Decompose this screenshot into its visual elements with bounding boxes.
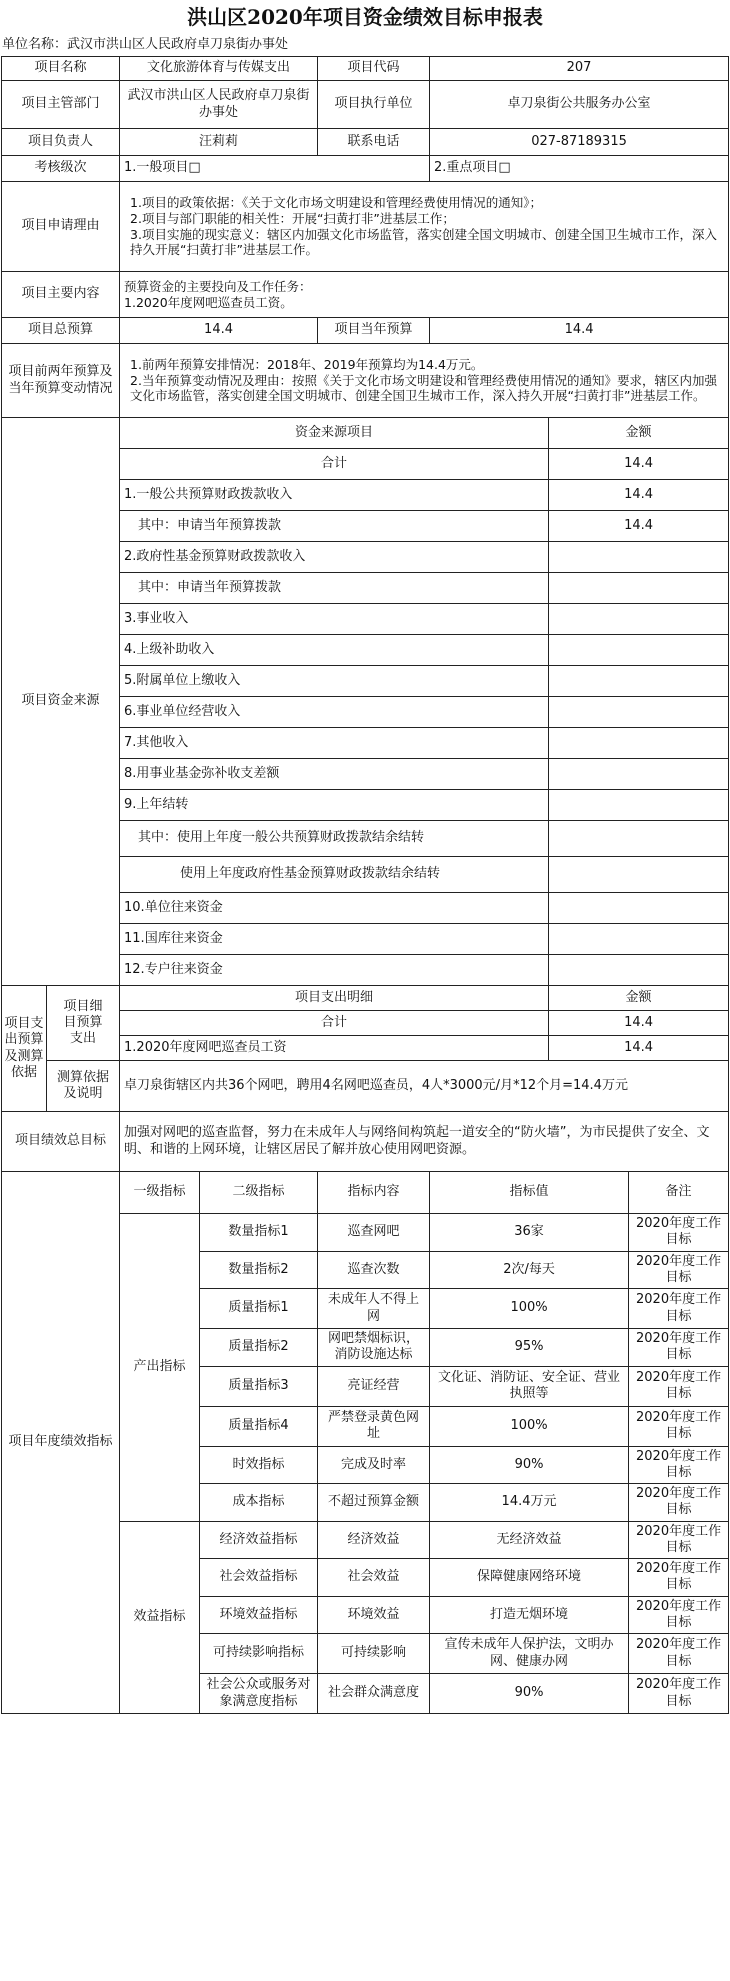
reason-line-1: 1.项目的政策依据：《关于文化市场文明建设和管理经费使用情况的通知》； [130, 195, 542, 211]
indicator-level2: 质量指标4 [200, 1406, 318, 1446]
indicator-content: 环境效益 [318, 1596, 430, 1634]
indicator-header-0: 一级指标 [120, 1172, 200, 1214]
goal-label: 项目绩效总目标 [2, 1112, 120, 1172]
indicator-note: 2020年度工作目标 [629, 1674, 729, 1714]
indicator-value: 100% [430, 1406, 629, 1446]
fund-source-item: 使用上年度政府性基金预算财政拨款结余结转 [120, 857, 549, 893]
indicator-level2: 数量指标1 [200, 1214, 318, 1252]
expense-amount: 14.4 [549, 1036, 729, 1061]
fund-source-item: 合计 [120, 449, 549, 480]
indicator-note: 2020年度工作目标 [629, 1289, 729, 1329]
year-budget-value: 14.4 [430, 318, 729, 344]
fund-source-item: 1.一般公共预算财政拨款收入 [120, 480, 549, 511]
fund-source-item: 2.政府性基金预算财政拨款收入 [120, 542, 549, 573]
total-budget-value: 14.4 [120, 318, 318, 344]
indicator-value: 保障健康网络环境 [430, 1559, 629, 1597]
indicator-value: 95% [430, 1329, 629, 1367]
indicator-level2: 质量指标3 [200, 1366, 318, 1406]
fund-source-amount [549, 542, 729, 573]
fund-source-item: 7.其他收入 [120, 728, 549, 759]
fund-source-amount [549, 821, 729, 857]
benefit-indicator-label: 效益指标 [120, 1521, 200, 1714]
fund-source-item: 其中：申请当年预算拨款 [120, 573, 549, 604]
reason-line-2: 2.项目与部门职能的相关性：开展“扫黄打非”进基层工作； [130, 210, 455, 226]
indicator-level2: 经济效益指标 [200, 1521, 318, 1559]
content-label: 项目主要内容 [2, 272, 120, 318]
fund-source-amount: 14.4 [549, 449, 729, 480]
calc-basis-row [2, 1061, 729, 1112]
content-line-2: 1.2020年度网吧巡查员工资。 [124, 294, 293, 310]
dept-label: 项目主管部门 [2, 81, 120, 129]
fund-source-item: 其中：使用上年度一般公共预算财政拨款结余结转 [120, 821, 549, 857]
goal-text: 加强对网吧的巡查监督，努力在未成年人与网络间构筑起一道安全的“防火墙”，为市民提供了安全、文明、和谐的上网环境，让辖区居民了解并放心使用网吧资源。 [120, 1112, 729, 1172]
fund-source-item: 3.事业收入 [120, 604, 549, 635]
expense-amount: 14.4 [549, 1011, 729, 1036]
project-name-value: 文化旅游体育与传媒支出 [120, 57, 318, 81]
indicator-content: 巡查网吧 [318, 1214, 430, 1252]
indicator-note: 2020年度工作目标 [629, 1366, 729, 1406]
fund-source-label: 项目资金来源 [2, 418, 120, 986]
indicator-content: 社会效益 [318, 1559, 430, 1597]
fund-source-amount [549, 857, 729, 893]
indicator-content: 巡查次数 [318, 1251, 430, 1289]
phone-value: 027-87189315 [430, 129, 729, 156]
indicator-note: 2020年度工作目标 [629, 1596, 729, 1634]
fund-source-amount [549, 604, 729, 635]
fund-source-amount [549, 924, 729, 955]
fund-source-header-amount: 金额 [549, 418, 729, 449]
indicator-value: 文化证、消防证、安全证、营业执照等 [430, 1366, 629, 1406]
fund-source-item: 11.国库往来资金 [120, 924, 549, 955]
indicator-value: 14.4万元 [430, 1484, 629, 1522]
fund-source-amount [549, 893, 729, 924]
fund-source-amount [549, 697, 729, 728]
indicator-header-2: 指标内容 [318, 1172, 430, 1214]
goal-row [2, 1112, 729, 1172]
level-key-option: 2.重点项目□ [430, 156, 729, 182]
exec-unit-value: 卓刀泉街公共服务办公室 [430, 81, 729, 129]
indicator-value: 打造无烟环境 [430, 1596, 629, 1634]
expense-item: 1.2020年度网吧巡查员工资 [120, 1036, 549, 1061]
expense-detail-label: 项目细目预算支出 [47, 986, 120, 1061]
fund-source-item: 5.附属单位上缴收入 [120, 666, 549, 697]
calc-basis-label: 测算依据及说明 [47, 1061, 120, 1112]
indicator-level2: 质量指标2 [200, 1329, 318, 1367]
fund-source-amount: 14.4 [549, 511, 729, 542]
dept-value: 武汉市洪山区人民政府卓刀泉街办事处 [120, 81, 318, 129]
fund-source-item: 6.事业单位经营收入 [120, 697, 549, 728]
indicator-note: 2020年度工作目标 [629, 1251, 729, 1289]
indicator-content: 未成年人不得上网 [318, 1289, 430, 1329]
fund-source-item: 4.上级补助收入 [120, 635, 549, 666]
level-general-option: 1.一般项目□ [120, 156, 430, 182]
fund-source-amount [549, 955, 729, 986]
project-code-label: 项目代码 [318, 57, 430, 81]
content-text [120, 272, 729, 318]
indicator-level2: 可持续影响指标 [200, 1634, 318, 1674]
prev-budget-line-2: 2.当年预算变动情况及理由：按照《关于文化市场文明建设和管理经费使用情况的通知》要求，辖区内加强文化市场监管，落实创建全国文明城市、创建全国卫生城市工作，深入持久开展“扫黄打非”进基层工作。 [130, 372, 717, 404]
expense-outer-label: 项目支出预算及测算依据 [2, 986, 47, 1112]
expense-header-amount: 金额 [549, 986, 729, 1011]
content-line-1: 预算资金的主要投向及工作任务： [124, 278, 312, 294]
fund-source-amount [549, 759, 729, 790]
indicator-header-row [2, 1172, 729, 1214]
fund-source-item: 其中：申请当年预算拨款 [120, 511, 549, 542]
prev-budget-line-1: 1.前两年预算安排情况：2018年、2019年预算均为14.4万元。 [130, 357, 484, 373]
indicator-note: 2020年度工作目标 [629, 1329, 729, 1367]
indicator-value: 宣传未成年人保护法，文明办网、健康办网 [430, 1634, 629, 1674]
level-label: 考核级次 [2, 156, 120, 182]
reason-text [120, 182, 729, 272]
prev-budget-label: 项目前两年预算及当年预算变动情况 [2, 344, 120, 418]
calc-basis-text: 卓刀泉街辖区内共36个网吧，聘用4名网吧巡查员，4人*3000元/月*12个月=14.4万元 [120, 1061, 729, 1112]
owner-label: 项目负责人 [2, 129, 120, 156]
indicator-value: 90% [430, 1674, 629, 1714]
expense-header-row [2, 986, 729, 1011]
fund-source-amount [549, 635, 729, 666]
fund-source-item: 9.上年结转 [120, 790, 549, 821]
fund-source-item: 10.单位往来资金 [120, 893, 549, 924]
fund-source-header-row [2, 418, 729, 449]
indicator-level2: 社会效益指标 [200, 1559, 318, 1597]
unit-name-line: 单位名称：武汉市洪山区人民政府卓刀泉街办事处 [2, 37, 289, 52]
indicator-value: 100% [430, 1289, 629, 1329]
indicator-value: 无经济效益 [430, 1521, 629, 1559]
indicator-content: 社会群众满意度 [318, 1674, 430, 1714]
indicator-note: 2020年度工作目标 [629, 1521, 729, 1559]
project-name-label: 项目名称 [2, 57, 120, 81]
fund-source-item: 12.专户往来资金 [120, 955, 549, 986]
prev-budget-text [120, 344, 729, 418]
fund-source-item: 8.用事业基金弥补收支差额 [120, 759, 549, 790]
indicator-note: 2020年度工作目标 [629, 1634, 729, 1674]
indicator-content: 可持续影响 [318, 1634, 430, 1674]
indicator-content: 亮证经营 [318, 1366, 430, 1406]
indicator-header-1: 二级指标 [200, 1172, 318, 1214]
indicator-level2: 社会公众或服务对象满意度指标 [200, 1674, 318, 1714]
indicator-note: 2020年度工作目标 [629, 1406, 729, 1446]
output-indicator-label: 产出指标 [120, 1214, 200, 1522]
indicator-level2: 成本指标 [200, 1484, 318, 1522]
phone-label: 联系电话 [318, 129, 430, 156]
indicator-value: 2次/每天 [430, 1251, 629, 1289]
reason-label: 项目申请理由 [2, 182, 120, 272]
exec-unit-label: 项目执行单位 [318, 81, 430, 129]
fund-source-amount: 14.4 [549, 480, 729, 511]
owner-value: 汪莉莉 [120, 129, 318, 156]
indicator-note: 2020年度工作目标 [629, 1484, 729, 1522]
indicator-note: 2020年度工作目标 [629, 1559, 729, 1597]
indicator-value: 36家 [430, 1214, 629, 1252]
indicator-level2: 时效指标 [200, 1446, 318, 1484]
fund-source-amount [549, 573, 729, 604]
fund-source-header-item: 资金来源项目 [120, 418, 549, 449]
indicator-value: 90% [430, 1446, 629, 1484]
indicator-header-4: 备注 [629, 1172, 729, 1214]
reason-line-3: 3.项目实施的现实意义：辖区内加强文化市场监管，落实创建全国文明城市、创建全国卫生城市工作，深入持久开展“扫黄打非”进基层工作。 [130, 226, 717, 258]
project-code-value: 207 [430, 57, 729, 81]
performance-form-table [1, 56, 729, 1714]
indicator-note: 2020年度工作目标 [629, 1214, 729, 1252]
indicator-content: 经济效益 [318, 1521, 430, 1559]
indicator-level2: 质量指标1 [200, 1289, 318, 1329]
fund-source-amount [549, 666, 729, 697]
year-budget-label: 项目当年预算 [318, 318, 430, 344]
form-title: 洪山区2020年项目资金绩效目标申报表 [187, 5, 543, 29]
indicator-level2: 环境效益指标 [200, 1596, 318, 1634]
indicator-content: 严禁登录黄色网址 [318, 1406, 430, 1446]
indicator-content: 不超过预算金额 [318, 1484, 430, 1522]
expense-header-item: 项目支出明细 [120, 986, 549, 1011]
indicator-note: 2020年度工作目标 [629, 1446, 729, 1484]
indicator-content: 完成及时率 [318, 1446, 430, 1484]
indicator-header-3: 指标值 [430, 1172, 629, 1214]
indicator-content: 网吧禁烟标识，消防设施达标 [318, 1329, 430, 1367]
fund-source-amount [549, 728, 729, 759]
annual-indicators-label: 项目年度绩效指标 [2, 1172, 120, 1714]
indicator-level2: 数量指标2 [200, 1251, 318, 1289]
fund-source-amount [549, 790, 729, 821]
total-budget-label: 项目总预算 [2, 318, 120, 344]
expense-item: 合计 [120, 1011, 549, 1036]
